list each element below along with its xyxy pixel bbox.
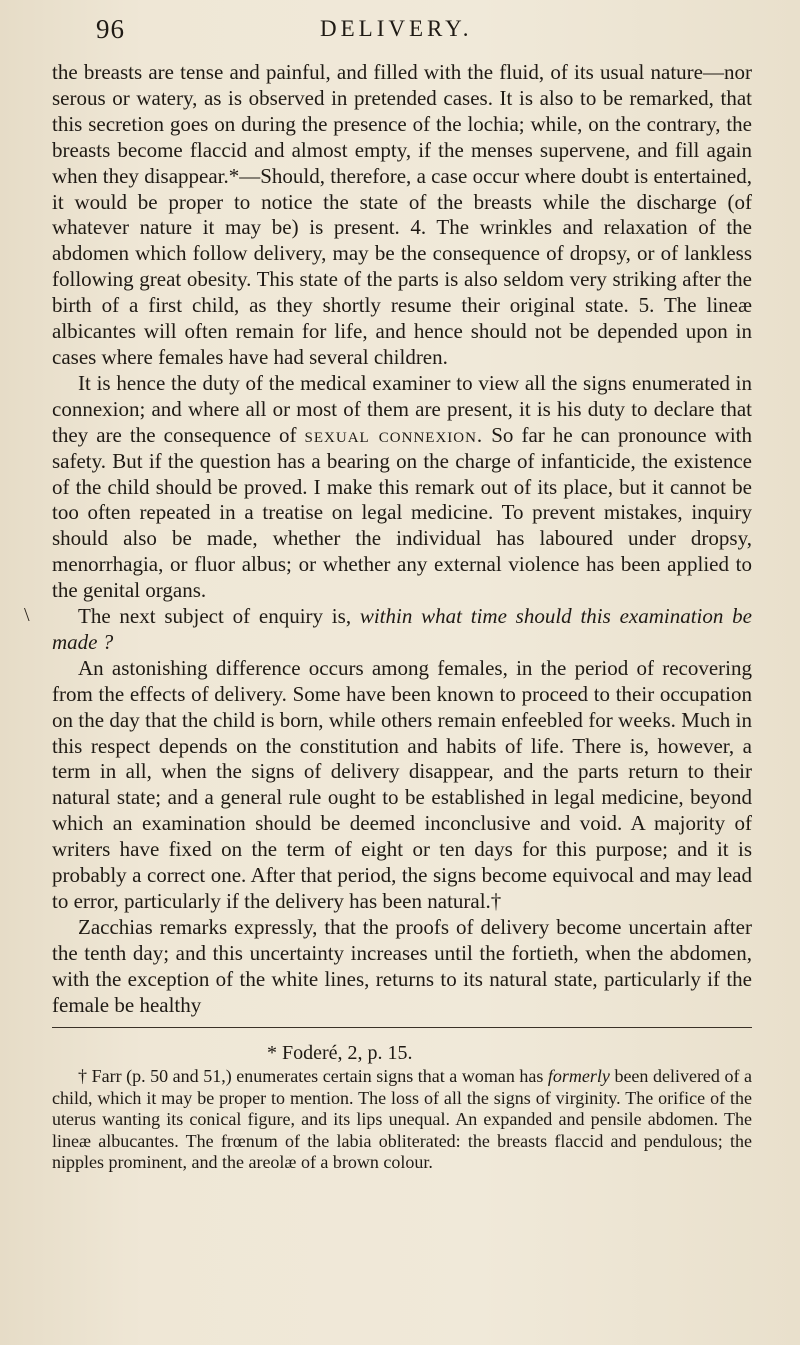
- page-number: 96: [96, 14, 125, 44]
- paragraph-1: the breasts are tense and painful, and filled with the fluid, of its usual nature—nor serous or watery, as is observed in pretended cases. It is also to be remarked, that this secretion goes on during the presence of the lochia; while, on the contrary, the breasts become flaccid and almost empty, if the menses supervene, and fill again when they disappear.*—Should, therefore, a case occur where doubt is entertained, it would be proper to notice the state of the breasts while the discharge (of whatever nature it may be) is present. 4. The wrinkles and relaxation of the abdomen which follow delivery, may be the consequence of dropsy, or of lankless following great obesity. This state of the parts is also seldom very striking after the birth of a first child, as they shortly resume their original state. 5. The lineæ albicantes will often remain for life, and hence should not be depended upon in cases where females have had several children.: [52, 60, 752, 369]
- paragraph-3: [52, 604, 752, 656]
- paragraph-2: [52, 371, 752, 604]
- body-text: [52, 60, 752, 1019]
- footnote-2-text-b: been delivered of a child, which it may be proper to mention. The loss of all the signs of virginity. The orifice of the uterus wanting its conical figure, and its lips unequal. An expanded and pensile abdomen. The lineæ albucantes. The frœnum of the labia obliterated: the breasts flaccid and pendulous; the nipples prominent, and the areolæ of a brown colour.: [52, 1066, 752, 1172]
- footnote-1: * Foderé, 2, p. 15.: [267, 1042, 413, 1064]
- paragraph-4: An astonishing difference occurs among females, in the period of recovering from the effects of delivery. Some have been known to proceed to their occupation on the day that the child is born, while others remain enfeebled for weeks. Much in this respect depends on the constitution and habits of life. There is, however, a term in all, when the signs of delivery disappear, and the parts return to their natural state; and a general rule ought to be established in legal medicine, beyond which an examination should be deemed inconclusive and void. A majority of writers have fixed on the term of eight or ten days for this purpose; and it is probably a correct one. After that period, the signs become equivocal and may lead to error, particularly if the delivery has been natural.†: [52, 655, 752, 913]
- margin-mark: \: [24, 604, 30, 626]
- running-head: [0, 14, 800, 50]
- footnote-2: [52, 1066, 752, 1174]
- sexual-connexion-term: sexual connexion.: [304, 422, 484, 447]
- footnote-divider: [52, 1027, 752, 1028]
- footnote-2-text-a: † Farr (p. 50 and 51,) enumerates certain signs that a woman has: [78, 1066, 548, 1086]
- footnotes: [52, 1040, 752, 1174]
- paragraph-3-question: within what time should this examination be made ?: [52, 604, 752, 654]
- footnote-2-emphasis: formerly: [547, 1066, 610, 1086]
- paragraph-5: Zacchias remarks expressly, that the proofs of delivery become uncertain after the tenth day; and this uncertainty increases until the fortieth, when the abdomen, with the exception of the white lines, returns to its natural state, particularly if the female be healthy: [52, 914, 752, 1017]
- paragraph-3-text: The next subject of enquiry is,: [78, 604, 360, 629]
- running-title: DELIVERY.: [320, 16, 473, 41]
- paragraph-2-text-b: So far he can pronounce with safety. But if the question has a bearing on the charge of infanticide, the existence of the child should be proved. I make this remark out of its place, but it cannot be too often repeated in a treatise on legal medicine. To prevent mistakes, inquiry should also be made, whether the individual has laboured under dropsy, menorrhagia, or fluor albus; or whether any external violence has been applied to the genital organs.: [52, 422, 752, 603]
- paragraph-2-text-a: It is hence the duty of the medical examiner to view all the signs enumerated in connexion; and where all or most of them are present, it is his duty to declare that they are the consequence of: [52, 370, 752, 447]
